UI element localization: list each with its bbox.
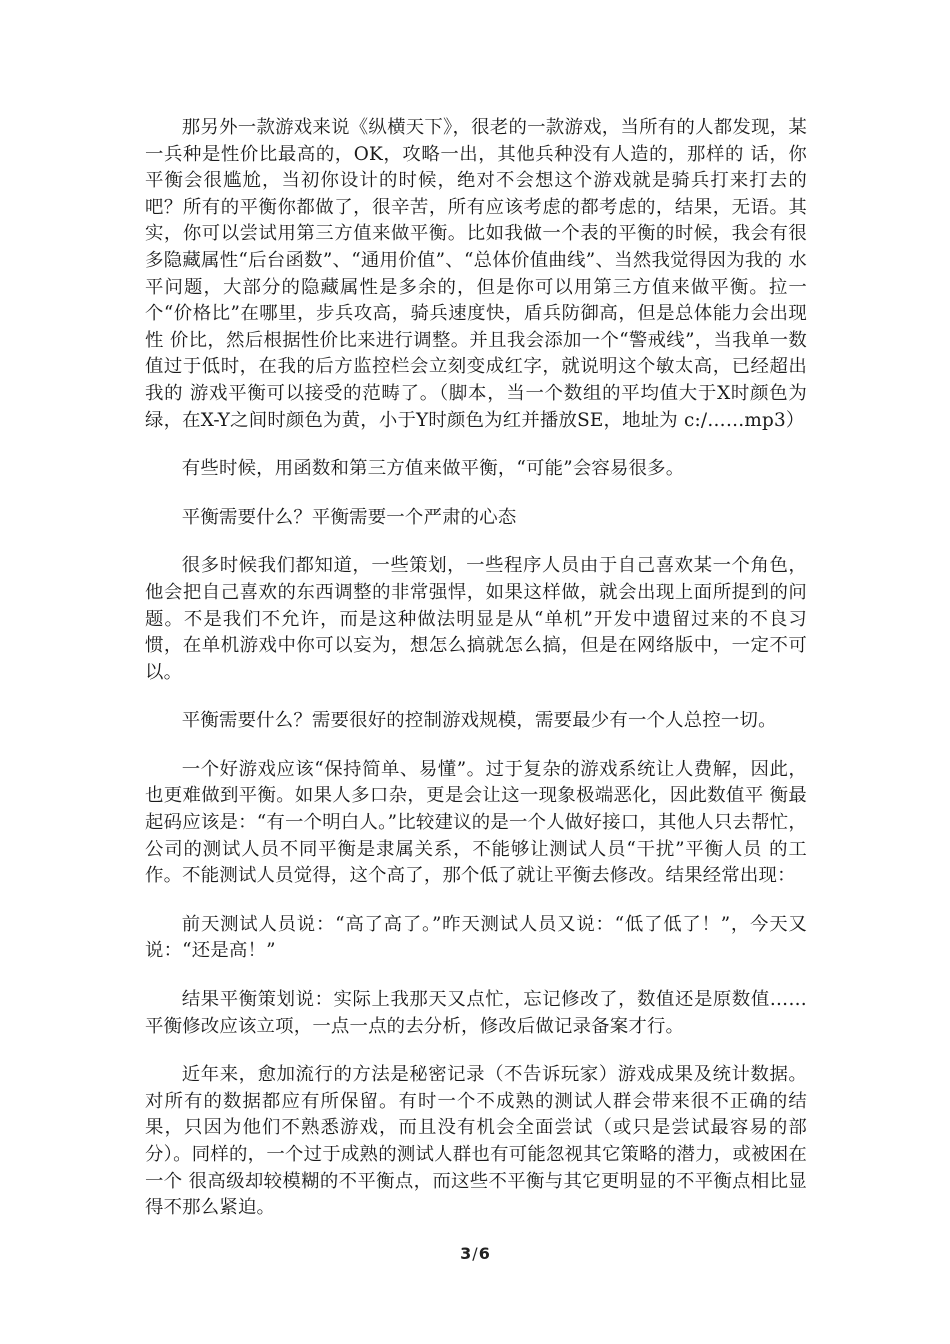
paragraph-4: 很多时候我们都知道，一些策划，一些程序人员由于自己喜欢某一个角色，他会把自己喜欢的东西调整的非常强悍，如果这样做，就会出现上面所提到的问题。不是我们不允许，而是这种做法明显是从“单机”开发中遗留过来的不良习惯，在单机游戏中你可以妄为，想怎么搞就怎么搞，但是在网络版中，一定不可 以。	[145, 555, 807, 683]
page-number	[0, 1244, 950, 1263]
document-body	[145, 115, 807, 1244]
paragraph-8: 结果平衡策划说：实际上我那天又点忙，忘记修改了，数值还是原数值……平衡修改应该立项，一点一点的去分析，修改后做记录备案才行。	[145, 989, 807, 1037]
page-separator: /	[472, 1244, 478, 1263]
paragraph-3: 平衡需要什么？平衡需要一个严肃的心态	[181, 506, 517, 528]
paragraph-5: 平衡需要什么？需要很好的控制游戏规模，需要最少有一个人总控一切。	[181, 710, 777, 732]
paragraph-9: 近年来，愈加流行的方法是秘密记录（不告诉玩家）游戏成果及统计数据。对所有的数据都应有所保留。有时一个不成熟的测试人群会带来很不正确的结果，只因为他们不熟悉游戏，而且没有机会全面尝试（或只是尝试最容易的部分）。同样的，一个过于成熟的测试人群也有可能忽视其它策略的潜力，或被困在一个 很高级却较模糊的不平衡点，而这些不平衡与其它更明显的不平衡点相比显得不那么紧迫。	[145, 1064, 807, 1219]
current-page: 3	[460, 1244, 472, 1263]
paragraph-2: 有些时候，用函数和第三方值来做平衡，“可能”会容易很多。	[181, 458, 685, 480]
paragraph-6: 一个好游戏应该“保持简单、易懂”。过于复杂的游戏系统让人费解，因此，也更难做到平衡。如果人多口杂，更是会让这一现象极端恶化，因此数值平 衡最起码应该是：“有一个明白人。”比较建议的是一个人做好接口，其他人只去帮忙，公司的测试人员不同平衡是隶属关系，不能够让测试人员“干扰”平衡人员 的工作。不能测试人员觉得，这个高了，那个低了就让平衡去修改。结果经常出现：	[145, 758, 807, 887]
paragraph-1: 那另外一款游戏来说《纵横天下》，很老的一款游戏，当所有的人都发现，某一兵种是性价比最高的，OK，攻略一出，其他兵种没有人造的，那样的 话，你平衡会很尴尬，当初你设计的时候，绝对不会想这个游戏就是骑兵打来打去的吧？所有的平衡你都做了，很辛苦，所有应该考虑的都考虑的，结果，无语。其 实，你可以尝试用第三方值来做平衡。比如我做一个表的平衡的时候，我会有很多隐藏属性“后台函数”、“通用价值”、“总体价值曲线”、当然我觉得因为我的 水平问题，大部分的隐藏属性是多余的，但是你可以用第三方值来做平衡。拉一个“价格比”在哪里，步兵攻高，骑兵速度快，盾兵防御高，但是总体能力会出现性 价比，然后根据性价比来进行调整。并且我会添加一个“警戒线”，当我单一数值过于低时，在我的后方监控栏会立刻变成红字，就说明这个敏太高，已经超出我的 游戏平衡可以接受的范畴了。（脚本，当一个数组的平均值大于X时颜色为绿，在X-Y之间时颜色为黄，小于Y时颜色为红并播放SE，地址为 c:/……mp3）	[145, 117, 807, 431]
paragraph-7: 前天测试人员说：“高了高了。”昨天测试人员又说：“低了低了！”，今天又说：“还是高！”	[145, 913, 807, 962]
total-pages: 6	[478, 1244, 490, 1263]
